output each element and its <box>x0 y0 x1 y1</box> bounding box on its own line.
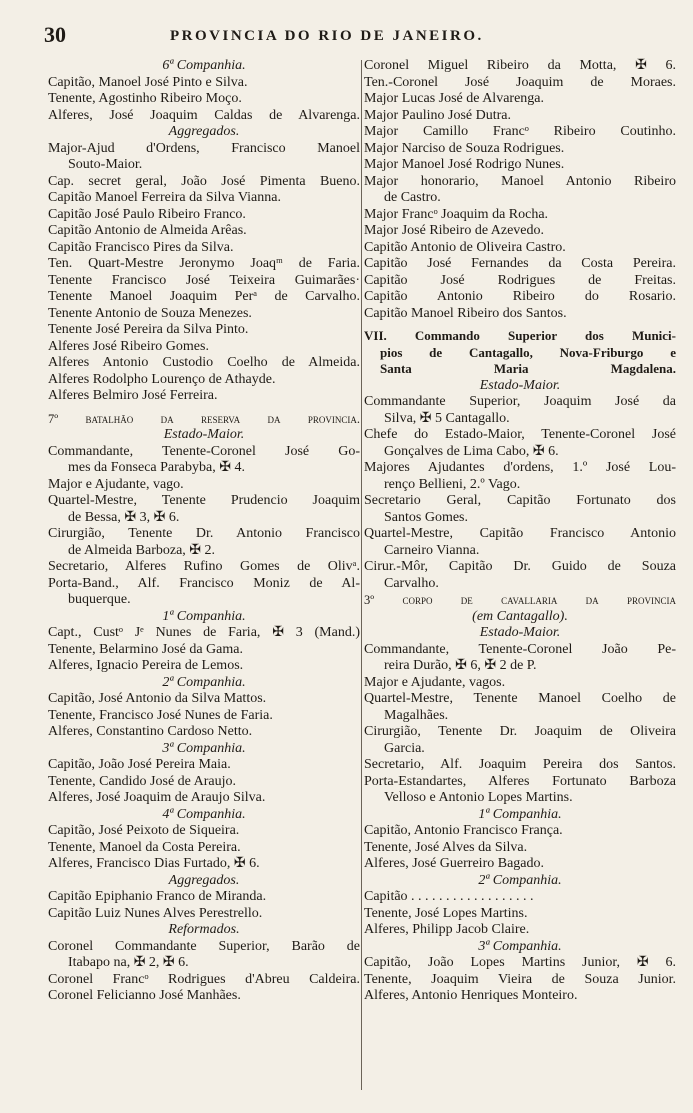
text-line: Souto-Maior. <box>68 157 143 172</box>
text-line: Tenente, José Alves da Silva. <box>364 839 528 855</box>
text-line: Secretario, Alf. Joaquim Pereira dos Santos. <box>364 757 676 772</box>
text-line: Santos Gomes. <box>384 509 468 525</box>
text-line: mes da Fonseca Parabyba, ✠ 4. <box>68 460 245 475</box>
section-heading: Estado-Maior. <box>479 377 561 393</box>
text-line: Alferes, José Guerreiro Bagado. <box>364 856 544 871</box>
section-heading: Reformados. <box>168 922 240 937</box>
text-line: Secretario Geral, Capitão Fortunato dos <box>364 493 676 508</box>
left-column <box>48 58 360 1103</box>
text-line: de Almeida Barboza, ✠ 2. <box>68 542 216 558</box>
text-line: Tenente, Belarmino José da Gama. <box>48 641 243 657</box>
text-line: Tenente, José Lopes Martins. <box>364 905 528 921</box>
running-head: PROVINCIA DO RIO DE JANEIRO. <box>170 28 484 44</box>
text-line: Major honorario, Manoel Antonio Ribeiro <box>364 173 676 189</box>
text-line: Commandante Superior, Joaquim José da <box>364 394 676 409</box>
text-line: Capitão Francisco Pires da Silva. <box>48 239 234 255</box>
section-heading: 2ª Companhia. <box>478 872 562 888</box>
text-line: Tenente, Agostinho Ribeiro Moço. <box>48 91 242 106</box>
section-heading: 7º batalhão da reserva da provincia. <box>48 411 360 426</box>
text-line: Capitão, José Antonio da Silva Mattos. <box>48 691 267 706</box>
text-line: Major José Ribeiro de Azevedo. <box>364 223 545 238</box>
text-line: Carneiro Vianna. <box>384 542 480 558</box>
text-line: Capitão Antonio de Almeida Arêas. <box>48 223 247 238</box>
text-line: Alferes José Ribeiro Gomes. <box>48 338 209 354</box>
text-line: Quartel-Mestre, Tenente Manoel Coelho de <box>364 691 676 706</box>
section-heading: Aggregados. <box>168 124 240 139</box>
text-line: Porta-Band., Alf. Francisco Moniz de Al- <box>48 575 360 591</box>
text-line: Cirurgião, Tenente Dr. Joaquim de Oliveira <box>364 724 676 739</box>
section-heading: Estado-Maior. <box>479 625 561 640</box>
text-line: Silva, ✠ 5 Cantagallo. <box>384 410 510 426</box>
text-line: Capitão José Paulo Ribeiro Franco. <box>48 206 246 222</box>
text-line: de Bessa, ✠ 3, ✠ 6. <box>68 509 180 525</box>
text-line: Major Lucas José de Alvarenga. <box>364 91 544 106</box>
text-line: Magalhães. <box>384 707 449 723</box>
text-line: Capitão Manoel Ferreira da Silva Vianna. <box>48 190 281 205</box>
text-line: Major Camillo Francᵒ Ribeiro Coutinho. <box>364 124 676 139</box>
text-line: Major e Ajudante, vagos. <box>364 674 506 690</box>
text-line: Capitão, Manoel José Pinto e Silva. <box>48 74 248 90</box>
text-line: Coronel Miguel Ribeiro da Motta, ✠ 6. <box>364 58 676 73</box>
text-line: Alferes, José Joaquim de Araujo Silva. <box>48 790 266 805</box>
text-line: Capitão, João José Pereira Maia. <box>48 757 231 772</box>
section-heading: pios de Cantagallo, Nova-Friburgo e <box>380 344 676 360</box>
text-line: Major Francᵒ Joaquim da Rocha. <box>364 206 549 222</box>
section-heading: (em Cantagallo). <box>472 608 568 624</box>
text-line: Major Narciso de Souza Rodrigues. <box>364 140 565 156</box>
text-line: Major e Ajudante, vago. <box>48 476 184 492</box>
section-heading: Estado-Maior. <box>163 427 245 442</box>
text-line: Coronel Commandante Superior, Barão de <box>48 938 360 954</box>
text-line: Tenente, Manoel da Costa Pereira. <box>48 839 241 855</box>
text-line: Cirur.-Môr, Capitão Dr. Guido de Souza <box>364 559 676 574</box>
text-line: Alferes, Constantino Cardoso Netto. <box>48 724 253 739</box>
text-line: Capitão José Rodrigues de Freitas. <box>364 272 676 288</box>
text-line: Alferes Belmiro José Ferreira. <box>48 388 218 403</box>
section-heading: 4ª Companhia. <box>162 806 246 822</box>
text-line: Major-Ajud d'Ordens, Francisco Manoel <box>48 140 360 156</box>
text-line: Garcia. <box>384 740 425 756</box>
text-line: Quartel-Mestre, Tenente Prudencio Joaquim <box>48 493 360 508</box>
text-line: Major Manoel José Rodrigo Nunes. <box>364 157 565 172</box>
text-line: Alferes, Francisco Dias Furtado, ✠ 6. <box>48 856 260 871</box>
text-line: Tenente, Francisco José Nunes de Faria. <box>48 707 273 723</box>
text-line: Capitão, João Lopes Martins Junior, ✠ 6. <box>364 955 676 970</box>
text-line: Tenente, Candido José de Araujo. <box>48 773 236 789</box>
text-line: Tenente, Joaquim Vieira de Souza Junior. <box>364 971 676 987</box>
text-line: Ten.-Coronel José Joaquim de Moraes. <box>364 74 676 90</box>
page-header <box>0 22 693 52</box>
text-line: buquerque. <box>68 592 131 607</box>
text-line: Capitão José Fernandes da Costa Pereira. <box>364 256 676 271</box>
text-line: Quartel-Mestre, Capitão Francisco Antonio <box>364 526 676 541</box>
text-line: Cap. secret geral, João José Pimenta Bueno. <box>48 173 360 189</box>
section-heading: 1ª Companhia. <box>162 608 246 624</box>
section-heading: 3ª Companhia. <box>478 938 562 954</box>
text-line: reira Durão, ✠ 6, ✠ 2 de P. <box>384 658 537 673</box>
text-line: Commandante, Tenente-Coronel José Go- <box>48 443 360 459</box>
text-line: Alferes, José Joaquim Caldas de Alvarenga. <box>48 107 360 123</box>
text-line: Itabapo na, ✠ 2, ✠ 6. <box>68 955 189 970</box>
text-line: Alferes Antonio Custodio Coelho de Almeida. <box>48 355 360 370</box>
text-line: Commandante, Tenente-Coronel João Pe- <box>364 641 676 657</box>
text-line: Tenente José Pereira da Silva Pinto. <box>48 322 249 337</box>
section-heading: Aggregados. <box>168 872 240 888</box>
text-line: Alferes, Ignacio Pereira de Lemos. <box>48 658 244 673</box>
text-line: de Castro. <box>384 190 441 205</box>
text-line: Secretario, Alferes Rufino Gomes de Olivᵃ. <box>48 559 360 574</box>
text-line: Capt., Custᵒ Jᵉ Nunes de Faria, ✠ 3 (Mand.) <box>48 625 360 640</box>
section-heading: 3º corpo de cavallaria da provincia <box>364 593 676 607</box>
text-line: Coronel Francᵒ Rodrigues d'Abreu Caldeira. <box>48 971 360 987</box>
section-heading: VII. Commando Superior dos Munici- <box>364 328 676 343</box>
text-line: Cirurgião, Tenente Dr. Antonio Francisco <box>48 526 360 541</box>
text-line: Tenente Antonio de Souza Menezes. <box>48 305 252 321</box>
text-line: Porta-Estandartes, Alferes Fortunato Barboza <box>364 773 676 789</box>
page-number: 30 <box>44 22 66 47</box>
text-line: Majores Ajudantes d'ordens, 1.º José Lou- <box>364 460 676 475</box>
text-line: Tenente Francisco José Teixeira Guimarães· <box>48 272 360 288</box>
text-line: Velloso e Antonio Lopes Martins. <box>384 790 573 805</box>
section-heading: 3ª Companhia. <box>162 740 246 756</box>
text-line: Capitão, José Peixoto de Siqueira. <box>48 823 240 838</box>
section-heading: 1ª Companhia. <box>478 806 562 822</box>
text-line: Coronel Felicianno José Manhães. <box>48 988 241 1003</box>
text-line: Capitão, Antonio Francisco França. <box>364 823 563 838</box>
text-line: renço Bellieni, 2.º Vago. <box>384 476 521 492</box>
text-line: Capitão Antonio de Oliveira Castro. <box>364 239 566 255</box>
section-heading: 2ª Companhia. <box>162 674 246 690</box>
text-line: Chefe do Estado-Maior, Tenente-Coronel José <box>364 427 676 442</box>
text-line: Alferes, Antonio Henriques Monteiro. <box>364 988 578 1003</box>
text-line: Carvalho. <box>384 575 439 591</box>
text-line: Capitão Manoel Ribeiro dos Santos. <box>364 305 567 321</box>
section-heading: Santa Maria Magdalena. <box>380 361 676 376</box>
text-line: Alferes, Philipp Jacob Claire. <box>364 922 530 937</box>
text-line: Capitão Antonio Ribeiro do Rosario. <box>364 289 676 304</box>
text-line: Capitão Luiz Nunes Alves Perestrello. <box>48 905 263 921</box>
text-line: Alferes Rodolpho Lourenço de Athayde. <box>48 371 276 387</box>
section-heading: 6ª Companhia. <box>162 58 246 73</box>
text-line: Gonçalves de Lima Cabo, ✠ 6. <box>384 443 559 459</box>
right-column <box>364 58 676 1103</box>
text-line: Ten. Quart-Mestre Jeronymo Joaqᵐ de Faria. <box>48 256 360 271</box>
text-line: Tenente Manoel Joaquim Perᵃ de Carvalho. <box>48 289 360 304</box>
text-line: Capitão Epiphanio Franco de Miranda. <box>48 889 267 904</box>
text-line: Major Paulino José Dutra. <box>364 107 511 123</box>
column-divider <box>361 60 362 1090</box>
text-line: Capitão . . . . . . . . . . . . . . . . . . <box>364 889 534 904</box>
